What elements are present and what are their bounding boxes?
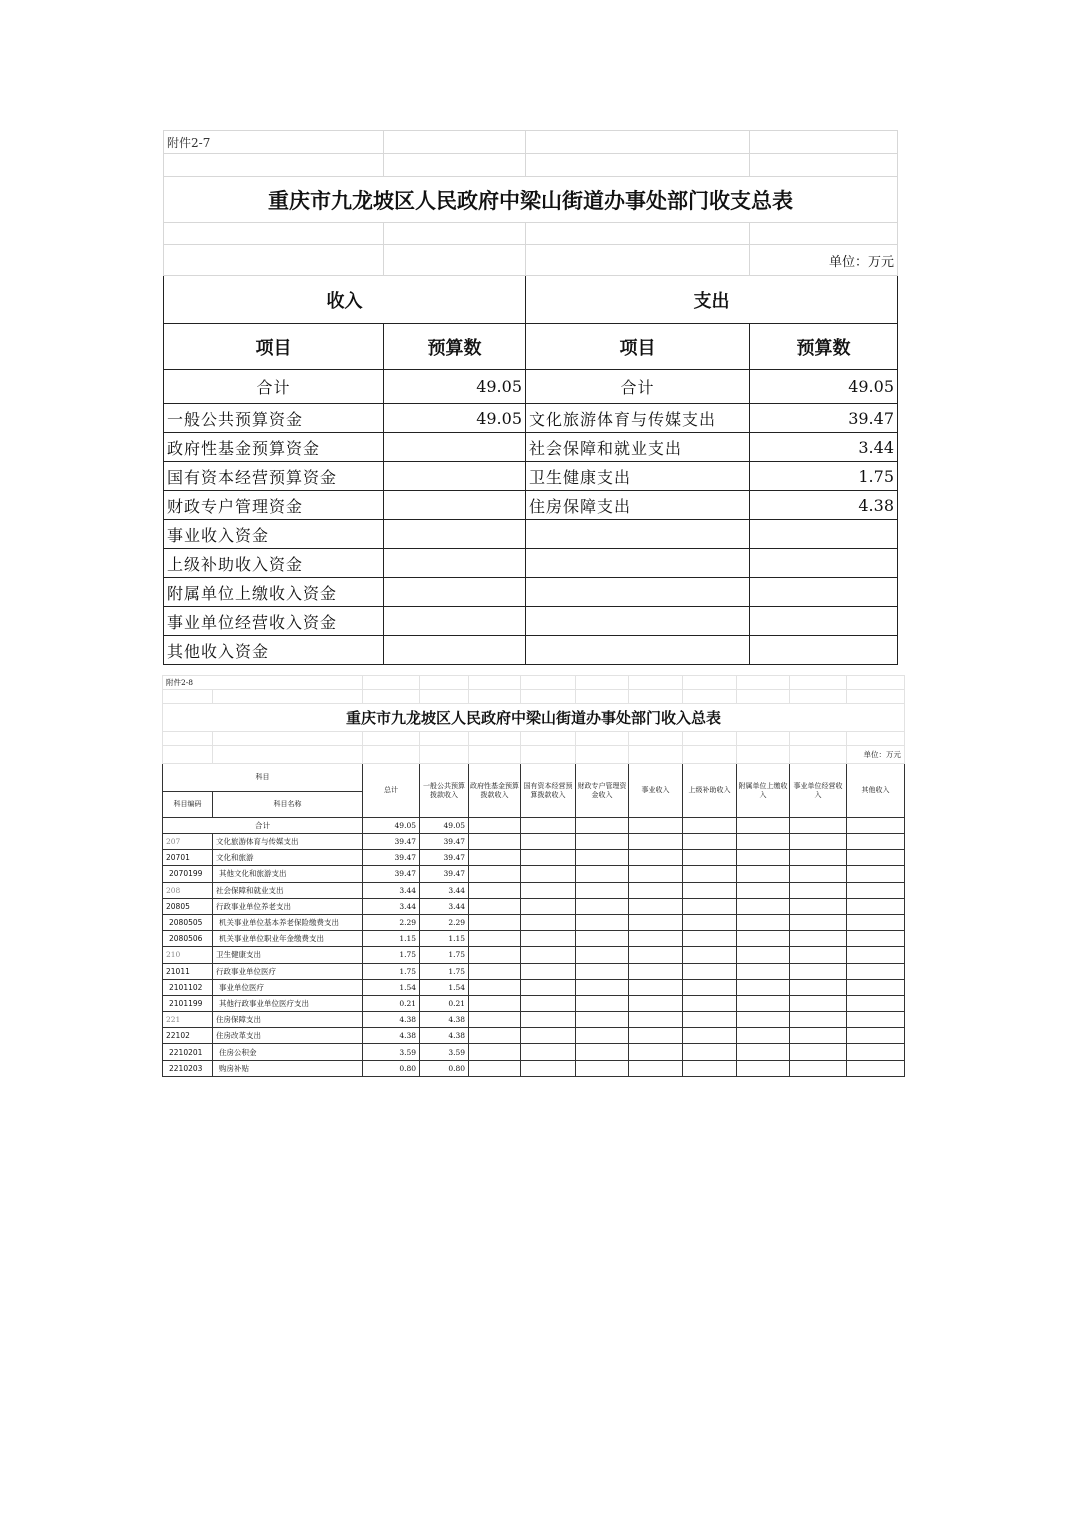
subject-code: 21011 (163, 963, 213, 979)
table-row (163, 850, 905, 866)
empty-cell (521, 866, 576, 882)
subject-code: 20701 (163, 850, 213, 866)
income-amount (384, 636, 526, 665)
empty-cell (683, 1060, 737, 1076)
empty-cell (737, 866, 790, 882)
empty-cell (737, 850, 790, 866)
empty-cell (847, 1012, 905, 1028)
subject-name: 其他文化和旅游支出 (213, 866, 363, 882)
empty-cell (683, 995, 737, 1011)
empty-cell (521, 979, 576, 995)
empty-cell (521, 850, 576, 866)
table-row (163, 1028, 905, 1044)
expense-item (526, 520, 750, 549)
total-value: 0.21 (363, 995, 420, 1011)
empty-cell (683, 1044, 737, 1060)
empty-cell (683, 979, 737, 995)
empty-cell (576, 850, 629, 866)
table-row (163, 979, 905, 995)
empty-cell (629, 834, 683, 850)
total-value: 4.38 (363, 1028, 420, 1044)
income-amount (384, 607, 526, 636)
empty-cell (847, 818, 905, 834)
empty-cell (629, 898, 683, 914)
subject-name: 购房补贴 (213, 1060, 363, 1076)
general-value: 3.59 (420, 1044, 469, 1060)
income-item: 事业收入资金 (164, 520, 384, 549)
empty-cell (847, 1060, 905, 1076)
empty-cell (629, 866, 683, 882)
empty-cell (469, 834, 521, 850)
total-value: 1.54 (363, 979, 420, 995)
total-value: 4.38 (363, 1012, 420, 1028)
empty-cell (683, 882, 737, 898)
empty-cell (790, 979, 847, 995)
empty-cell (469, 1012, 521, 1028)
empty-cell (469, 914, 521, 930)
empty-cell (790, 947, 847, 963)
subject-name: 住房改革支出 (213, 1028, 363, 1044)
empty-cell (847, 979, 905, 995)
income-amount (384, 491, 526, 520)
expense-amount (750, 520, 898, 549)
expense-item: 社会保障和就业支出 (526, 433, 750, 462)
subject-code: 2080506 (163, 931, 213, 947)
empty-cell (790, 834, 847, 850)
expense-item: 住房保障支出 (526, 491, 750, 520)
page-title: 重庆市九龙坡区人民政府中梁山街道办事处部门收支总表 (164, 177, 898, 223)
empty-cell (469, 979, 521, 995)
empty-cell (521, 1012, 576, 1028)
other-income-header: 其他收入 (847, 764, 905, 818)
total-value: 1.15 (363, 931, 420, 947)
empty-cell (737, 963, 790, 979)
empty-cell (521, 882, 576, 898)
empty-cell (737, 1012, 790, 1028)
empty-cell (469, 995, 521, 1011)
empty-cell (683, 898, 737, 914)
empty-cell (629, 850, 683, 866)
general-value: 39.47 (420, 850, 469, 866)
table-row (163, 947, 905, 963)
table-row (163, 1060, 905, 1076)
empty-cell (521, 1044, 576, 1060)
state-capital-header: 国有资本经营预算拨款收入 (521, 764, 576, 818)
general-value: 4.38 (420, 1028, 469, 1044)
empty-cell (629, 1028, 683, 1044)
empty-cell (790, 882, 847, 898)
empty-cell (469, 882, 521, 898)
empty-cell (629, 963, 683, 979)
table-row (163, 995, 905, 1011)
empty-cell (737, 834, 790, 850)
subject-code: 2210201 (163, 1044, 213, 1060)
table-row (163, 914, 905, 930)
empty-cell (576, 914, 629, 930)
table-row (163, 1044, 905, 1060)
empty-cell (521, 947, 576, 963)
expense-budget-header: 预算数 (750, 324, 898, 370)
empty-cell (737, 979, 790, 995)
empty-cell (469, 1060, 521, 1076)
subject-code: 2070199 (163, 866, 213, 882)
empty-cell (683, 947, 737, 963)
general-value: 1.54 (420, 979, 469, 995)
expense-item (526, 549, 750, 578)
empty-cell (469, 818, 521, 834)
income-amount: 49.05 (384, 404, 526, 433)
unit-label: 单位：万元 (847, 746, 905, 764)
income-item: 财政专户管理资金 (164, 491, 384, 520)
subject-code: 2101199 (163, 995, 213, 1011)
total-value: 39.47 (363, 850, 420, 866)
table-row (163, 834, 905, 850)
total-value: 1.75 (363, 947, 420, 963)
empty-cell (521, 1028, 576, 1044)
expense-total-value: 49.05 (750, 370, 898, 404)
empty-cell (629, 1060, 683, 1076)
empty-cell (790, 850, 847, 866)
subject-code: 221 (163, 1012, 213, 1028)
subject-name: 住房公积金 (213, 1044, 363, 1060)
empty-cell (629, 931, 683, 947)
income-item: 政府性基金预算资金 (164, 433, 384, 462)
income-expense-summary-table (163, 130, 898, 665)
empty-cell (521, 898, 576, 914)
general-value: 1.75 (420, 947, 469, 963)
empty-cell (790, 1060, 847, 1076)
empty-cell (847, 914, 905, 930)
income-item-header: 项目 (164, 324, 384, 370)
empty-cell (629, 1012, 683, 1028)
expense-item-header: 项目 (526, 324, 750, 370)
empty-cell (847, 963, 905, 979)
income-total-value: 49.05 (384, 370, 526, 404)
empty-cell (790, 963, 847, 979)
subject-name: 机关事业单位基本养老保险缴费支出 (213, 914, 363, 930)
expense-total-label: 合计 (526, 370, 750, 404)
income-total-label: 合计 (164, 370, 384, 404)
subject-name: 文化旅游体育与传媒支出 (213, 834, 363, 850)
subject-name: 行政事业单位医疗 (213, 963, 363, 979)
empty-cell (576, 1012, 629, 1028)
table-row (163, 898, 905, 914)
empty-cell (521, 1060, 576, 1076)
expense-amount: 1.75 (750, 462, 898, 491)
business-operation-header: 事业单位经营收入 (790, 764, 847, 818)
table-row (163, 1012, 905, 1028)
general-value: 1.75 (420, 963, 469, 979)
empty-cell (790, 914, 847, 930)
empty-cell (576, 1028, 629, 1044)
subject-code: 2210203 (163, 1060, 213, 1076)
empty-cell (576, 1044, 629, 1060)
empty-cell (683, 931, 737, 947)
income-amount (384, 433, 526, 462)
total-value: 39.47 (363, 866, 420, 882)
empty-cell (521, 834, 576, 850)
empty-cell (629, 947, 683, 963)
expense-item (526, 578, 750, 607)
empty-cell (629, 818, 683, 834)
subject-name: 机关事业单位职业年金缴费支出 (213, 931, 363, 947)
subject-name: 行政事业单位养老支出 (213, 898, 363, 914)
empty-cell (683, 834, 737, 850)
empty-cell (683, 1028, 737, 1044)
empty-cell (683, 963, 737, 979)
empty-cell (629, 979, 683, 995)
total-value: 2.29 (363, 914, 420, 930)
subject-name: 社会保障和就业支出 (213, 882, 363, 898)
general-value: 1.15 (420, 931, 469, 947)
table-row (163, 931, 905, 947)
unit-label: 单位：万元 (750, 245, 898, 276)
expense-item: 文化旅游体育与传媒支出 (526, 404, 750, 433)
empty-cell (629, 1044, 683, 1060)
total-value: 3.44 (363, 898, 420, 914)
empty-cell (576, 979, 629, 995)
subject-code-header: 科目编码 (163, 792, 213, 818)
empty-cell (469, 898, 521, 914)
table-row (163, 866, 905, 882)
empty-cell (737, 1028, 790, 1044)
empty-cell (790, 866, 847, 882)
income-summary-table (162, 675, 905, 1077)
empty-cell (737, 898, 790, 914)
subject-name: 其他行政事业单位医疗支出 (213, 995, 363, 1011)
empty-cell (737, 947, 790, 963)
income-amount (384, 578, 526, 607)
empty-cell (790, 995, 847, 1011)
empty-cell (521, 818, 576, 834)
subject-name: 住房保障支出 (213, 1012, 363, 1028)
general-value: 39.47 (420, 834, 469, 850)
empty-cell (790, 1012, 847, 1028)
general-value: 49.05 (420, 818, 469, 834)
empty-cell (847, 898, 905, 914)
special-account-header: 财政专户管理资金收入 (576, 764, 629, 818)
empty-cell (576, 866, 629, 882)
empty-cell (469, 850, 521, 866)
attachment-label: 附件2-7 (164, 131, 384, 154)
empty-cell (469, 866, 521, 882)
empty-cell (737, 995, 790, 1011)
empty-cell (847, 1044, 905, 1060)
empty-cell (737, 882, 790, 898)
expense-amount (750, 607, 898, 636)
empty-cell (790, 1028, 847, 1044)
expense-amount (750, 636, 898, 665)
general-value: 4.38 (420, 1012, 469, 1028)
income-item: 其他收入资金 (164, 636, 384, 665)
empty-cell (737, 914, 790, 930)
empty-cell (847, 1028, 905, 1044)
table-row (163, 882, 905, 898)
page-title: 重庆市九龙坡区人民政府中梁山街道办事处部门收入总表 (163, 704, 905, 732)
total-value: 3.59 (363, 1044, 420, 1060)
general-value: 0.80 (420, 1060, 469, 1076)
empty-cell (629, 995, 683, 1011)
subject-header: 科目 (163, 764, 363, 792)
superior-subsidy-header: 上级补助收入 (683, 764, 737, 818)
expense-amount: 4.38 (750, 491, 898, 520)
general-value: 3.44 (420, 882, 469, 898)
expense-amount (750, 578, 898, 607)
empty-cell (576, 1060, 629, 1076)
empty-cell (576, 963, 629, 979)
empty-cell (576, 898, 629, 914)
empty-cell (847, 947, 905, 963)
income-header: 收入 (164, 276, 526, 324)
empty-cell (576, 995, 629, 1011)
empty-cell (847, 882, 905, 898)
affiliated-header: 附属单位上缴收入 (737, 764, 790, 818)
table-row (163, 963, 905, 979)
empty-cell (576, 947, 629, 963)
expense-item (526, 636, 750, 665)
income-item: 上级补助收入资金 (164, 549, 384, 578)
empty-cell (790, 1044, 847, 1060)
income-item: 事业单位经营收入资金 (164, 607, 384, 636)
income-item: 附属单位上缴收入资金 (164, 578, 384, 607)
empty-cell (683, 1012, 737, 1028)
expense-amount (750, 549, 898, 578)
expense-item (526, 607, 750, 636)
empty-cell (790, 931, 847, 947)
subject-name-header: 科目名称 (213, 792, 363, 818)
general-value: 3.44 (420, 898, 469, 914)
income-amount (384, 462, 526, 491)
income-item: 国有资本经营预算资金 (164, 462, 384, 491)
income-amount (384, 549, 526, 578)
empty-cell (469, 1028, 521, 1044)
total-value: 49.05 (363, 818, 420, 834)
expense-amount: 39.47 (750, 404, 898, 433)
empty-cell (629, 914, 683, 930)
empty-cell (576, 818, 629, 834)
total-value: 39.47 (363, 834, 420, 850)
empty-cell (629, 882, 683, 898)
gov-fund-header: 政府性基金预算拨款收入 (469, 764, 521, 818)
total-value: 0.80 (363, 1060, 420, 1076)
subject-name: 文化和旅游 (213, 850, 363, 866)
income-item: 一般公共预算资金 (164, 404, 384, 433)
subject-code: 210 (163, 947, 213, 963)
empty-cell (737, 931, 790, 947)
total-value: 1.75 (363, 963, 420, 979)
empty-cell (521, 963, 576, 979)
empty-cell (683, 866, 737, 882)
empty-cell (576, 882, 629, 898)
general-budget-header: 一般公共预算拨款收入 (420, 764, 469, 818)
total-header: 总计 (363, 764, 420, 818)
empty-cell (576, 931, 629, 947)
expense-item: 卫生健康支出 (526, 462, 750, 491)
attachment-label: 附件2-8 (163, 676, 363, 690)
subject-name: 事业单位医疗 (213, 979, 363, 995)
empty-cell (847, 834, 905, 850)
subject-code: 22102 (163, 1028, 213, 1044)
expense-amount: 3.44 (750, 433, 898, 462)
expense-header: 支出 (526, 276, 898, 324)
empty-cell (737, 1060, 790, 1076)
empty-cell (683, 818, 737, 834)
empty-cell (521, 995, 576, 1011)
income-amount (384, 520, 526, 549)
empty-cell (469, 963, 521, 979)
empty-cell (683, 850, 737, 866)
business-income-header: 事业收入 (629, 764, 683, 818)
empty-cell (576, 834, 629, 850)
empty-cell (790, 898, 847, 914)
empty-cell (790, 818, 847, 834)
empty-cell (847, 931, 905, 947)
empty-cell (847, 850, 905, 866)
subject-code: 208 (163, 882, 213, 898)
empty-cell (469, 931, 521, 947)
empty-cell (737, 1044, 790, 1060)
table-row (163, 818, 905, 834)
subject-code: 2101102 (163, 979, 213, 995)
empty-cell (737, 818, 790, 834)
general-value: 39.47 (420, 866, 469, 882)
total-label: 合计 (163, 818, 363, 834)
subject-code: 2080505 (163, 914, 213, 930)
subject-code: 20805 (163, 898, 213, 914)
empty-cell (847, 866, 905, 882)
empty-cell (521, 914, 576, 930)
general-value: 0.21 (420, 995, 469, 1011)
empty-cell (469, 947, 521, 963)
empty-cell (469, 1044, 521, 1060)
general-value: 2.29 (420, 914, 469, 930)
total-value: 3.44 (363, 882, 420, 898)
empty-cell (847, 995, 905, 1011)
empty-cell (521, 931, 576, 947)
income-budget-header: 预算数 (384, 324, 526, 370)
subject-name: 卫生健康支出 (213, 947, 363, 963)
subject-code: 207 (163, 834, 213, 850)
empty-cell (683, 914, 737, 930)
